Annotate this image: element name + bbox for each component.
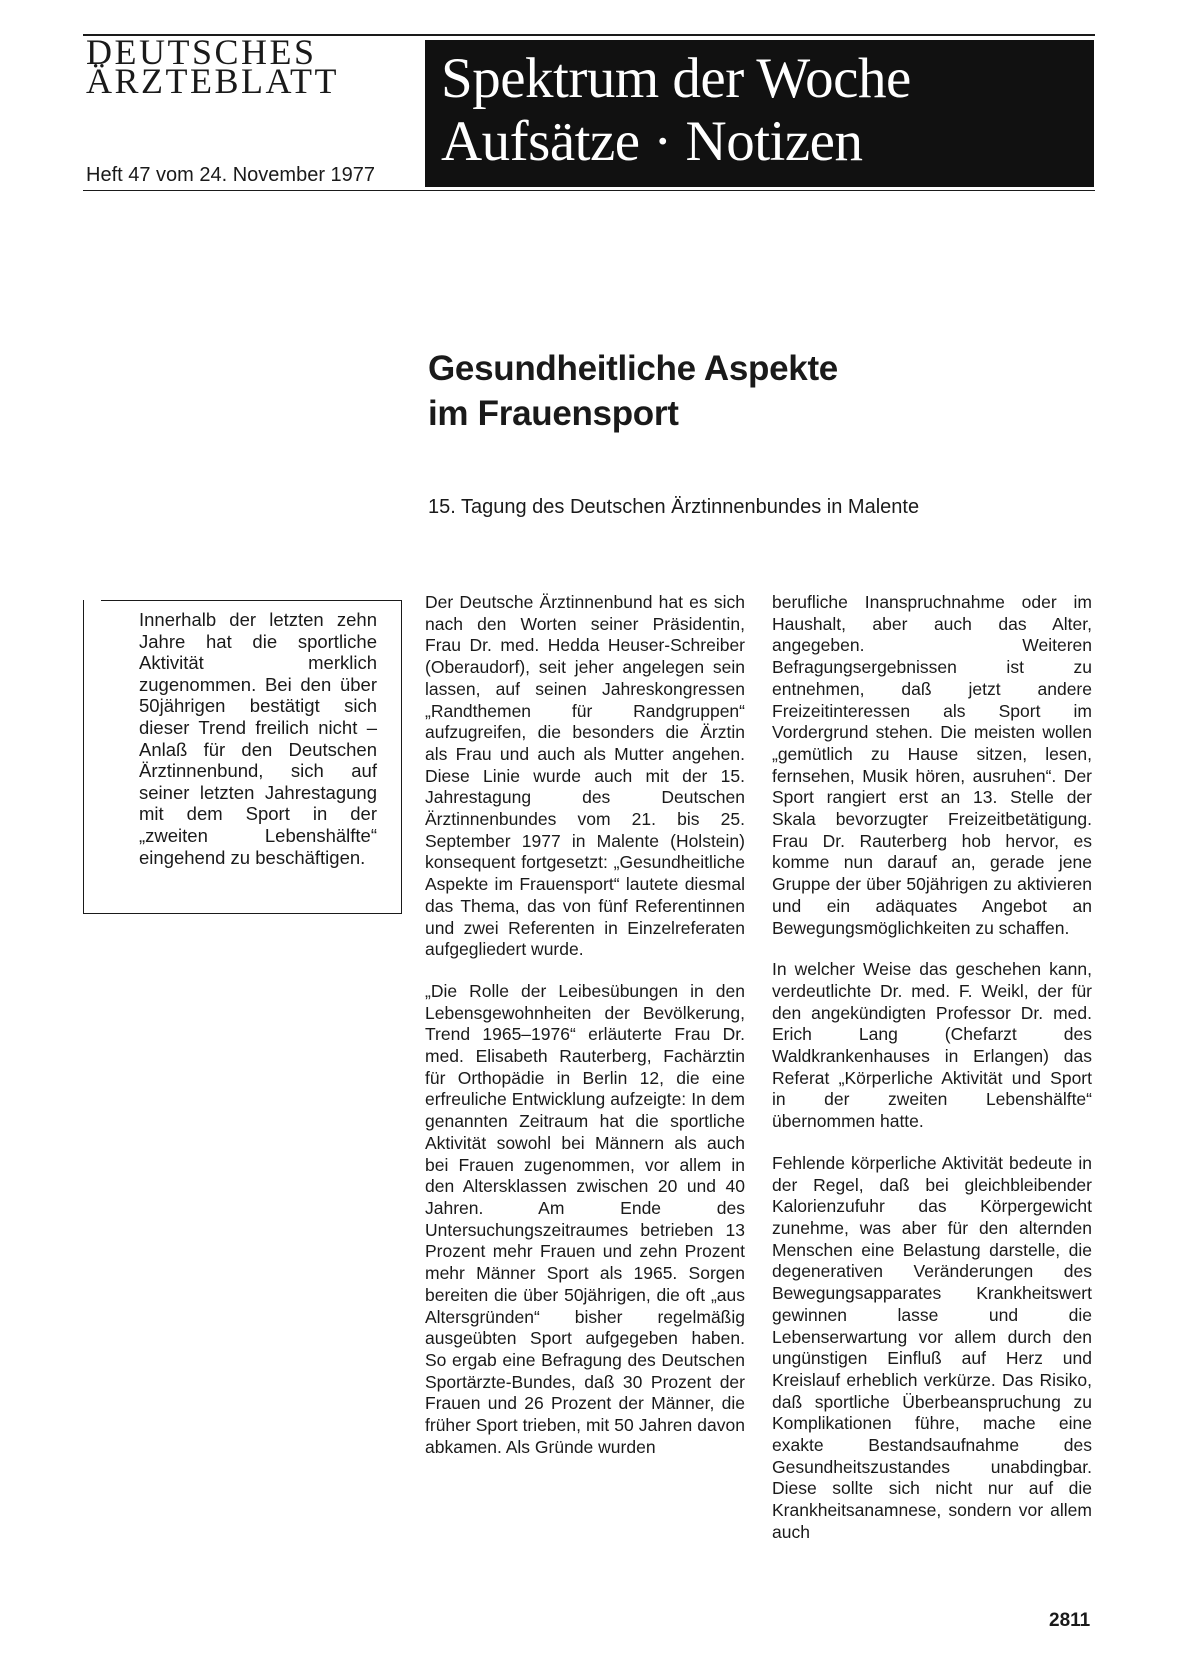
- article-title-line1: Gesundheitliche Aspekte: [428, 349, 838, 388]
- abstract-text: Innerhalb der letzten zehn Jahre hat die sportliche Aktivität merklich zugenommen. Bei den über 50jährigen bestätigt sich dieser Trend freilich nicht – Anlaß für den Deutschen Ärztinnenbund, sich auf seiner letzten Jahrestagung mit dem Sport in der „zweiten Lebenshälfte“ eingehend zu beschäftigen.: [139, 609, 377, 868]
- header-bottom-rule: [83, 190, 1095, 191]
- section-banner-line2: Aufsätze · Notizen: [441, 110, 863, 173]
- paragraph: Fehlende körperliche Aktivität bedeute in der Regel, daß bei gleichbleibender Kalorienzufuhr das Körpergewicht zunehme, was aber für den alternden Menschen eine Belastung darstelle, die degenerativen Veränderungen des Bewegungsapparates Krankheitswert gewinnen lasse und die Lebenserwartung vor allem durch den ungünstigen Einfluß auf Herz und Kreislauf erheblich verkürze. Das Risiko, daß sportliche Überbeanspruchung zu Komplikationen führe, mache eine exakte Bestandsaufnahme des Gesundheitszustandes unabdingbar. Diese sollte sich nicht nur auf die Krankheitsanamnese, sondern vor allem auch: [772, 1152, 1092, 1542]
- paragraph: „Die Rolle der Leibesübungen in den Lebensgewohnheiten der Bevölkerung, Trend 1965–1976“ erläuterte Frau Dr. med. Elisabeth Rauterberg, Fachärztin für Orthopädie in Berlin 12, die eine erfreuliche Entwicklung aufzeigte: In dem genannten Zeitraum hat die sportliche Aktivität sowohl bei Männern als auch bei Frauen zugenommen, vor allem in den Altersklassen zwischen 20 und 40 Jahren. Am Ende des Untersuchungszeitraumes betrieben 13 Prozent mehr Frauen und zehn Prozent mehr Männer Sport als 1965. Sorgen bereiten die über 50jährigen, die oft „aus Altersgründen“ bisher regelmäßig ausgeübten Sport aufgegeben haben. So ergab eine Befragung des Deutschen Sportärzte-Bundes, daß 30 Prozent der Frauen und 26 Prozent der Männer, die früher Sport trieben, mit 50 Jahren davon abkamen. Als Gründe wurden: [425, 980, 745, 1457]
- section-banner-line1: Spektrum der Woche: [441, 47, 911, 110]
- paragraph: berufliche Inanspruchnahme oder im Haushalt, aber auch das Alter, angegeben. Weiteren Befragungsergebnissen ist zu entnehmen, daß jetzt andere Freizeitinteressen als Sport im Vordergrund stehen. Die meisten wollen „gemütlich zu Hause sitzen, lesen, fernsehen, Musik hören, ausruhen“. Der Sport rangiert erst an 13. Stelle der Skala bevorzugter Freizeitbetätigung. Frau Dr. Rauterberg hob hervor, es komme nun darauf an, gerade jene Gruppe der über 50jährigen zu aktivieren und ein adäquates Angebot an Bewegungsmöglichkeiten zu schaffen.: [772, 592, 1092, 938]
- article-subtitle: 15. Tagung des Deutschen Ärztinnenbundes in Malente: [428, 496, 920, 518]
- abstract-box-top-rule: [101, 600, 402, 601]
- article-column-1: [425, 592, 745, 1478]
- article-title: [428, 346, 838, 436]
- article-column-2: [772, 592, 1092, 1564]
- paragraph: Der Deutsche Ärztinnenbund hat es sich nach den Worten seiner Präsidentin, Frau Dr. med. Hedda Heuser-Schreiber (Oberaudorf), seit jeher angelegen sein lassen, auf seinen Jahreskongressen „Randthemen für Randgruppen“ aufzugreifen, die besonders die Ärztin als Frau und auch als Mutter angehen. Diese Linie wurde auch mit der 15. Jahrestagung des Deutschen Ärztinnenbundes vom 21. bis 25. September 1977 in Malente (Holstein) konsequent fortgesetzt: „Gesundheitliche Aspekte im Frauensport“ lautete diesmal das Thema, das von fünf Referentinnen und zwei Referenten in Einzelreferaten aufgegliedert wurde.: [425, 592, 745, 960]
- magazine-logo-line2: ÄRZTEBLATT: [86, 61, 339, 101]
- magazine-logo-line1: DEUTSCHES: [86, 32, 317, 72]
- magazine-logo: [86, 32, 406, 101]
- issue-info: Heft 47 vom 24. November 1977: [86, 164, 376, 186]
- section-banner: [425, 40, 1094, 187]
- paragraph: In welcher Weise das geschehen kann, verdeutlichte Dr. med. F. Weikl, der für den angekündigten Professor Dr. med. Erich Lang (Chefarzt des Waldkrankenhauses in Erlangen) das Referat „Körperliche Aktivität und Sport in der zweiten Lebenshälfte“ übernommen hatte.: [772, 959, 1092, 1132]
- page-number: 2811: [1049, 1610, 1091, 1631]
- article-title-line2: im Frauensport: [428, 394, 679, 433]
